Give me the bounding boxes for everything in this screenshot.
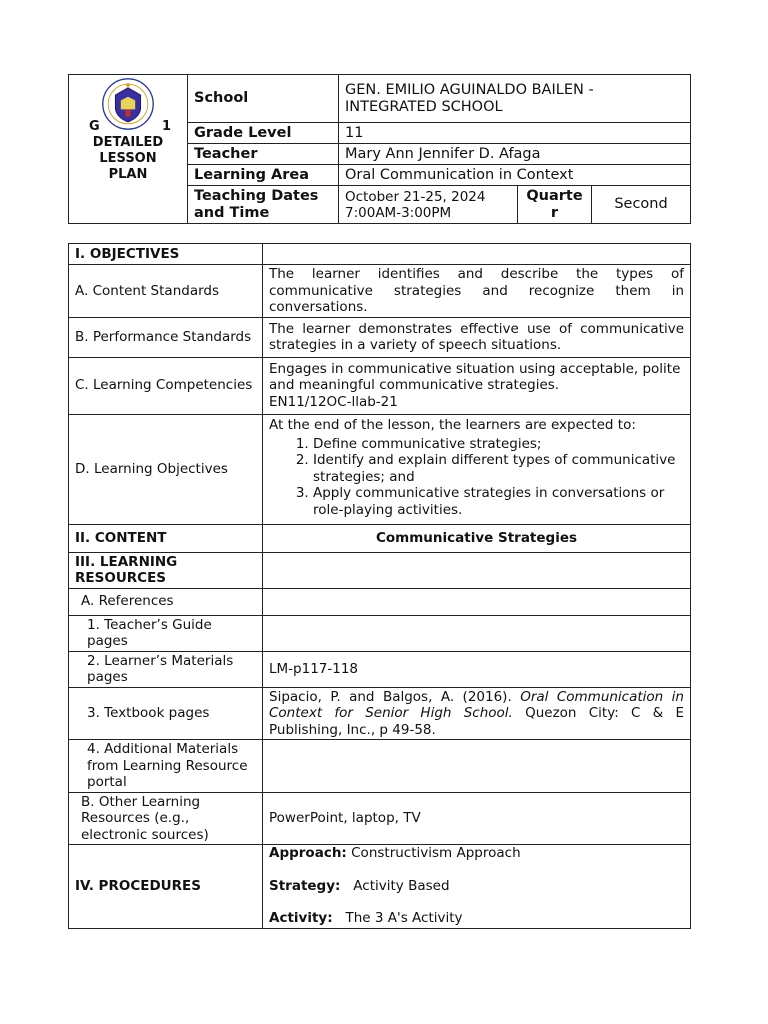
grade-level-value: 11 [339, 123, 691, 144]
learning-objectives-intro: At the end of the lesson, the learners are expected to: [269, 417, 636, 433]
learning-objective-item: 2. Identify and explain different types of communicative strategies; and [313, 452, 684, 485]
textbook-authors: Sipacio, P. and Balgos, A. (2016). [269, 688, 521, 705]
learners-materials-label: 2. Learner’s Materials pages [69, 651, 263, 687]
teacher-value: Mary Ann Jennifer D. Afaga [339, 144, 691, 165]
learning-objectives-value [263, 414, 691, 524]
objectives-heading-row [69, 244, 691, 265]
learning-objective-item: 1. Define communicative strategies; [313, 436, 684, 453]
strategy-line [269, 878, 684, 895]
activity-label: Activity: [269, 910, 333, 926]
teaching-dates-label: Teaching Dates and Time [188, 186, 339, 224]
teacher-label: Teacher [188, 144, 339, 165]
grade-line [71, 119, 185, 135]
references-row [69, 588, 691, 615]
procedures-value [263, 845, 691, 929]
content-standards-row [69, 265, 691, 318]
learning-resources-heading-blank [263, 552, 691, 588]
logo-cell [69, 75, 188, 224]
learning-objectives-label: D. Learning Objectives [69, 414, 263, 524]
learning-competencies-row [69, 357, 691, 414]
procedures-gap [269, 862, 684, 878]
performance-standards-value: The learner demonstrates effective use of communicative strategies in a variety of speech situations. [263, 317, 691, 357]
textbook-row [69, 687, 691, 740]
references-value [263, 588, 691, 615]
teachers-guide-value [263, 615, 691, 651]
teachers-guide-row [69, 615, 691, 651]
other-resources-label: B. Other Learning Resources (e.g., electronic sources) [69, 792, 263, 845]
learning-objectives-row [69, 414, 691, 524]
learning-competencies-value [263, 357, 691, 414]
school-value: GEN. EMILIO AGUINALDO BAILEN - INTEGRATED SCHOOL [339, 75, 691, 123]
dlp-title-line-2: LESSON [99, 151, 157, 166]
grade-level-label: Grade Level [188, 123, 339, 144]
learning-competencies-label: C. Learning Competencies [69, 357, 263, 414]
strategy-value: Activity Based [340, 877, 450, 894]
content-row [69, 524, 691, 552]
procedures-gap [269, 894, 684, 910]
objectives-heading: I. OBJECTIVES [69, 244, 263, 265]
header-table [68, 74, 691, 224]
additional-materials-row [69, 740, 691, 793]
content-standards-value: The learner identifies and describe the types of communicative strategies and recognize them in conversations. [263, 265, 691, 318]
learning-resources-heading-row [69, 552, 691, 588]
content-heading: II. CONTENT [69, 524, 263, 552]
additional-materials-value [263, 740, 691, 793]
content-standards-label: A. Content Standards [69, 265, 263, 318]
grade-suffix: 1 [161, 119, 171, 134]
procedures-row [69, 845, 691, 929]
strategy-label: Strategy: [269, 877, 341, 894]
learners-materials-row [69, 651, 691, 687]
other-resources-value: PowerPoint, laptop, TV [263, 792, 691, 845]
dlp-title-line-3: PLAN [108, 167, 148, 182]
logo-wrap [71, 79, 185, 119]
performance-standards-row [69, 317, 691, 357]
quarter-label-line-1: Quarte [526, 187, 583, 204]
learning-competencies-text: Engages in communicative situation using acceptable, polite and meaningful communicative strategies. [269, 360, 681, 394]
other-resources-row [69, 792, 691, 845]
activity-value: The 3 A's Activity [332, 910, 463, 926]
quarter-value: Second [592, 186, 691, 224]
approach-label: Approach: [269, 845, 347, 861]
content-value: Communicative Strategies [263, 524, 691, 552]
learners-materials-value: LM-p117-118 [263, 651, 691, 687]
textbook-value [263, 687, 691, 740]
lesson-plan-table [68, 243, 691, 929]
teaching-dates-line-1: October 21-25, 2024 [345, 188, 486, 205]
learning-area-label: Learning Area [188, 165, 339, 186]
quarter-label-line-2: r [550, 204, 559, 221]
approach-line [269, 845, 684, 862]
references-label: A. References [69, 588, 263, 615]
teaching-dates-value [339, 186, 518, 224]
learning-resources-heading: III. LEARNING RESOURCES [69, 552, 263, 588]
learning-objective-item: 3. Apply communicative strategies in conversations or role-playing activities. [313, 485, 684, 518]
additional-materials-label: 4. Additional Materials from Learning Resource portal [69, 740, 263, 793]
activity-line [269, 910, 684, 927]
performance-standards-label: B. Performance Standards [69, 317, 263, 357]
quarter-label [518, 186, 592, 224]
school-label: School [188, 75, 339, 123]
approach-value: Constructivism Approach [346, 845, 521, 861]
objectives-heading-blank [263, 244, 691, 265]
teaching-time-line: 7:00AM-3:00PM [345, 204, 452, 221]
procedures-heading: IV. PROCEDURES [69, 845, 263, 929]
learning-area-value: Oral Communication in Context [339, 165, 691, 186]
textbook-title: Oral Communication in Context for Senior High School. [269, 688, 684, 721]
textbook-label: 3. Textbook pages [69, 687, 263, 740]
learning-competencies-code: EN11/12OC-llab-21 [269, 393, 398, 410]
grade-prefix: G [89, 119, 100, 134]
teachers-guide-label: 1. Teacher’s Guide pages [69, 615, 263, 651]
dlp-title-line-1: DETAILED [92, 135, 164, 150]
learning-objectives-list [269, 436, 684, 519]
textbook-publisher: Quezon City: C & E Publishing, Inc., p 49-58. [269, 705, 684, 738]
dlp-title [71, 135, 185, 183]
